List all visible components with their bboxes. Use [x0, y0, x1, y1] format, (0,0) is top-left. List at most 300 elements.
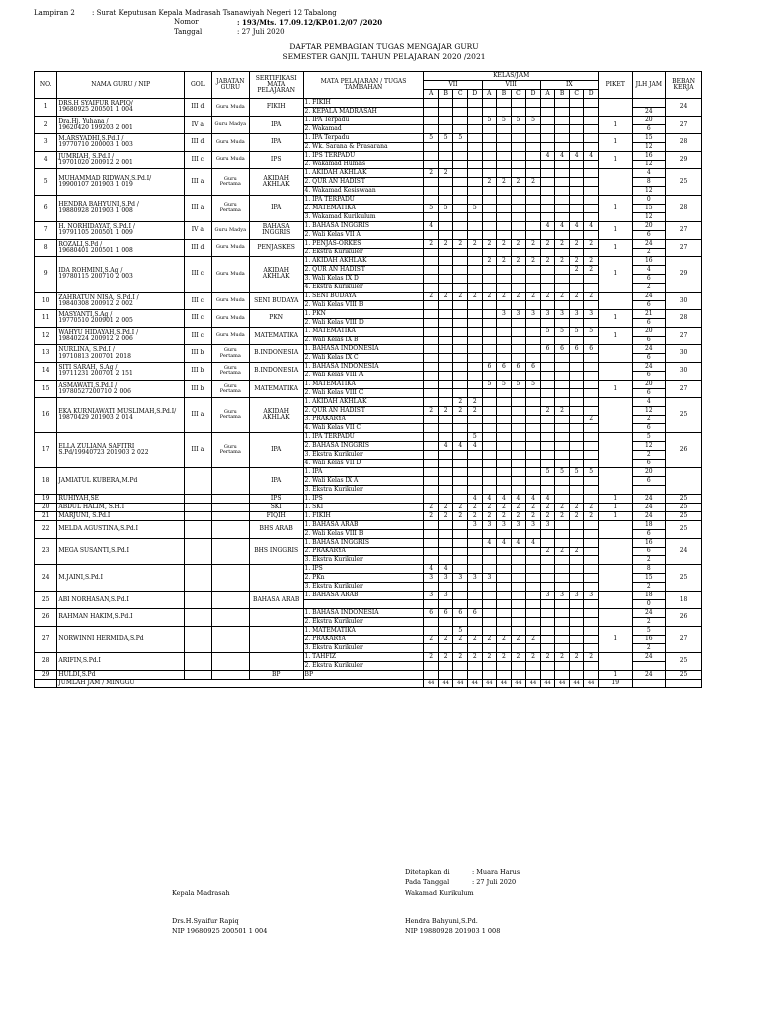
teacher-nip: 19780115 200710 2 003	[58, 273, 133, 281]
class-hours-cell: 4	[540, 151, 555, 160]
class-hours-cell	[569, 662, 584, 671]
class-hours-cell: 2	[511, 503, 526, 512]
class-hours-cell	[468, 125, 483, 134]
teacher-beban-kerja: 29	[666, 151, 702, 169]
teacher-piket	[598, 521, 632, 539]
teacher-gol	[184, 468, 211, 494]
class-hours-cell	[497, 327, 512, 336]
class-hours-cell	[438, 178, 453, 187]
class-hours-cell: 3	[569, 310, 584, 319]
class-hours-cell: 3	[526, 310, 541, 319]
class-hours-cell	[482, 565, 497, 574]
class-hours-cell	[453, 230, 468, 239]
class-hours-cell: 2	[526, 292, 541, 301]
class-hours-cell	[584, 248, 599, 257]
class-hours-cell: 3	[468, 521, 483, 530]
class-hours-cell	[453, 556, 468, 565]
class-hours-cell: 2	[497, 239, 512, 248]
class-hours-cell	[555, 618, 570, 627]
class-hours-cell	[438, 389, 453, 398]
class-hours-cell	[526, 582, 541, 591]
teacher-nip: 19770710 200003 1 003	[58, 141, 133, 149]
class-hours-cell	[584, 362, 599, 371]
class-hours-cell	[482, 310, 497, 319]
teacher-piket: 1	[598, 670, 632, 679]
class-hours-cell: 2	[540, 547, 555, 556]
class-hours-cell	[424, 618, 439, 627]
class-hours-cell	[424, 151, 439, 160]
class-hours-cell	[511, 398, 526, 407]
class-hours-cell	[526, 371, 541, 380]
class-hours-cell: 3	[555, 591, 570, 600]
class-hours-cell	[555, 283, 570, 292]
class-hours-cell: 2	[555, 512, 570, 521]
teacher-piket	[598, 433, 632, 468]
class-hours-cell	[584, 380, 599, 389]
class-hours-cell	[584, 134, 599, 143]
class-hours-cell	[584, 442, 599, 451]
teacher-name-cell	[57, 257, 185, 292]
class-hours-cell	[497, 398, 512, 407]
class-hours-cell	[555, 538, 570, 547]
class-hours-cell	[468, 626, 483, 635]
class-hours-cell	[555, 248, 570, 257]
teacher-piket: 1	[598, 134, 632, 152]
class-hours-cell	[468, 160, 483, 169]
class-hours-cell	[468, 362, 483, 371]
class-hours-cell	[584, 424, 599, 433]
row-jlh-jam: 4	[632, 398, 666, 407]
class-hours-cell	[438, 670, 453, 679]
ditetapkan-value: : Muara Harus	[472, 868, 521, 876]
class-hours-cell	[540, 99, 555, 108]
class-hours-cell: 4	[540, 222, 555, 231]
teaching-assignment-table	[34, 71, 702, 688]
class-hours-cell	[569, 398, 584, 407]
teacher-no: 8	[35, 239, 57, 257]
class-hours-cell: 5	[453, 626, 468, 635]
class-hours-cell	[569, 99, 584, 108]
row-jlh-jam: 0	[632, 195, 666, 204]
class-hours-cell: 4	[482, 538, 497, 547]
kepala-madrasah-nip: NIP 19680925 200501 1 004	[172, 927, 268, 935]
class-hours-cell: 2	[569, 653, 584, 662]
teacher-no: 5	[35, 169, 57, 195]
class-hours-cell	[526, 547, 541, 556]
class-hours-cell	[526, 530, 541, 539]
class-hours-cell	[584, 213, 599, 222]
class-hours-cell	[424, 195, 439, 204]
class-hours-cell	[424, 547, 439, 556]
class-hours-cell: 2	[584, 653, 599, 662]
teacher-jabatan: Guru Madya	[211, 116, 249, 134]
class-hours-cell	[497, 600, 512, 609]
class-hours-cell: 2	[555, 257, 570, 266]
class-hours-cell	[569, 186, 584, 195]
class-hours-cell	[453, 618, 468, 627]
class-hours-cell	[482, 371, 497, 380]
class-hours-cell: 3	[424, 574, 439, 583]
class-hours-cell	[555, 99, 570, 108]
class-hours-cell: 6	[424, 609, 439, 618]
teacher-name: IDA ROHMINI,S.Ag /	[58, 267, 123, 275]
class-hours-cell	[468, 662, 483, 671]
class-hours-cell: 5	[482, 116, 497, 125]
teacher-name: ROZALI,S.Pd /	[58, 240, 103, 248]
subject-task: 1. IPS	[303, 565, 424, 574]
class-hours-cell	[482, 609, 497, 618]
class-hours-cell	[540, 618, 555, 627]
row-jlh-jam: 20	[632, 222, 666, 231]
class-hours-cell	[555, 336, 570, 345]
class-hours-cell	[482, 283, 497, 292]
class-hours-cell	[555, 169, 570, 178]
class-hours-cell	[438, 222, 453, 231]
class-hours-cell: 4	[424, 222, 439, 231]
teacher-sertifikasi: FIKIH	[249, 99, 303, 117]
subject-task: 1. IPA Terpadu	[303, 134, 424, 143]
class-hours-cell: 2	[438, 653, 453, 662]
teacher-beban-kerja: 26	[666, 609, 702, 627]
subject-task: 2. Wali Kelas VIII A	[303, 371, 424, 380]
teacher-name: MARJUNI, S.Pd.I	[58, 512, 111, 520]
class-hours-cell	[540, 486, 555, 495]
teacher-nip: 19620420 199203 2 001	[58, 123, 133, 131]
class-hours-cell	[555, 178, 570, 187]
subject-task: 1. AKIDAH AKHLAK	[303, 169, 424, 178]
class-hours-cell: 4	[555, 222, 570, 231]
teacher-jabatan	[211, 670, 249, 679]
class-hours-cell: 2	[424, 503, 439, 512]
teacher-gol: III a	[184, 398, 211, 433]
class-hours-cell	[526, 644, 541, 653]
class-hours-cell: 5	[555, 468, 570, 477]
subject-task: 3. Ekstra Kurikuler	[303, 486, 424, 495]
total-piket: 19	[598, 679, 632, 688]
class-hours-cell: 6	[555, 345, 570, 354]
class-hours-cell	[540, 477, 555, 486]
total-class-hours: 44	[584, 679, 599, 688]
teacher-beban-kerja: 25	[666, 169, 702, 195]
class-hours-cell	[569, 556, 584, 565]
table-row	[35, 538, 702, 547]
class-hours-cell	[497, 142, 512, 151]
class-hours-cell	[540, 283, 555, 292]
col-header-jabatan: JABATAN GURU	[211, 72, 249, 99]
subject-task: 2. Wakamad Humas	[303, 160, 424, 169]
class-hours-cell: 2	[424, 653, 439, 662]
teacher-jabatan: Guru Muda	[211, 310, 249, 328]
row-jlh-jam: 16	[632, 151, 666, 160]
teacher-no: 3	[35, 134, 57, 152]
class-hours-cell: 2	[453, 239, 468, 248]
class-hours-cell	[540, 574, 555, 583]
teacher-name-cell	[57, 134, 185, 152]
class-hours-cell	[526, 398, 541, 407]
class-hours-cell	[468, 565, 483, 574]
class-hours-cell: 4	[438, 565, 453, 574]
class-hours-cell	[584, 662, 599, 671]
class-hours-cell	[540, 582, 555, 591]
class-hours-cell	[526, 618, 541, 627]
class-hours-cell: 4	[468, 442, 483, 451]
row-jlh-jam: 0	[632, 600, 666, 609]
teacher-gol: III c	[184, 327, 211, 345]
row-jlh-jam: 5	[632, 433, 666, 442]
class-hours-cell	[526, 142, 541, 151]
class-hours-cell	[468, 345, 483, 354]
class-hours-cell: 2	[453, 406, 468, 415]
class-hours-cell	[569, 380, 584, 389]
subject-task: 2. Wali Kelas VII A	[303, 230, 424, 239]
class-hours-cell	[555, 266, 570, 275]
class-hours-cell	[540, 186, 555, 195]
class-hours-cell	[569, 574, 584, 583]
teacher-jabatan: Guru Muda	[211, 99, 249, 117]
class-hours-cell: 4	[497, 494, 512, 503]
class-hours-cell	[584, 283, 599, 292]
class-hours-cell	[540, 670, 555, 679]
class-hours-cell	[468, 644, 483, 653]
class-hours-cell	[584, 204, 599, 213]
teacher-no: 26	[35, 609, 57, 627]
class-hours-cell	[438, 538, 453, 547]
class-hours-cell: 2	[438, 239, 453, 248]
class-hours-cell	[569, 433, 584, 442]
class-hours-cell	[424, 582, 439, 591]
class-hours-cell	[482, 626, 497, 635]
class-hours-cell: 6	[569, 345, 584, 354]
class-hours-cell	[424, 213, 439, 222]
class-hours-cell	[497, 644, 512, 653]
class-hours-cell	[453, 204, 468, 213]
class-hours-cell: 4	[569, 151, 584, 160]
teacher-jabatan: Guru Pertama	[211, 345, 249, 363]
teacher-nip: 19791105 200501 1 009	[58, 229, 133, 237]
teacher-nip: 19680401 200501 1 008	[58, 247, 133, 255]
total-row	[35, 679, 702, 688]
class-hours-cell: 2	[453, 635, 468, 644]
class-hours-cell	[555, 565, 570, 574]
class-hours-cell: 2	[584, 257, 599, 266]
class-hours-cell	[511, 547, 526, 556]
class-hours-cell	[584, 530, 599, 539]
class-hours-cell	[555, 134, 570, 143]
class-hours-cell	[555, 477, 570, 486]
class-hours-cell	[526, 477, 541, 486]
nomor-label: Nomor	[174, 18, 199, 26]
class-hours-cell	[526, 151, 541, 160]
col-header-class-5: B	[497, 90, 512, 99]
class-hours-cell: 2	[438, 503, 453, 512]
class-hours-cell	[438, 530, 453, 539]
class-hours-cell	[569, 635, 584, 644]
class-hours-cell	[424, 257, 439, 266]
class-hours-cell	[468, 591, 483, 600]
class-hours-cell	[540, 125, 555, 134]
class-hours-cell	[584, 169, 599, 178]
class-hours-cell	[438, 371, 453, 380]
class-hours-cell	[540, 626, 555, 635]
class-hours-cell	[438, 248, 453, 257]
class-hours-cell	[511, 644, 526, 653]
class-hours-cell	[424, 521, 439, 530]
teacher-nip: 19711231 200701 2 151	[58, 370, 133, 378]
class-hours-cell	[438, 274, 453, 283]
class-hours-cell: 2	[424, 512, 439, 521]
col-header-piket: PIKET	[598, 72, 632, 99]
subject-task: 1. BAHASA ARAB	[303, 521, 424, 530]
class-hours-cell	[438, 116, 453, 125]
class-hours-cell: 2	[438, 635, 453, 644]
class-hours-cell: 4	[453, 442, 468, 451]
class-hours-cell	[497, 204, 512, 213]
class-hours-cell	[511, 345, 526, 354]
class-hours-cell	[424, 274, 439, 283]
class-hours-cell	[511, 626, 526, 635]
class-hours-cell	[453, 222, 468, 231]
class-hours-cell	[511, 160, 526, 169]
class-hours-cell	[584, 389, 599, 398]
class-hours-cell	[497, 371, 512, 380]
class-hours-cell: 2	[584, 415, 599, 424]
class-hours-cell: 2	[584, 292, 599, 301]
class-hours-cell	[468, 530, 483, 539]
teacher-gol	[184, 609, 211, 627]
class-hours-cell	[424, 116, 439, 125]
teacher-name-cell	[57, 292, 185, 310]
teacher-sertifikasi	[249, 565, 303, 591]
col-header-class-2: C	[453, 90, 468, 99]
document-title: DAFTAR PEMBAGIAN TUGAS MENGAJAR GURU	[289, 42, 479, 51]
teacher-gol: III a	[184, 433, 211, 468]
class-hours-cell	[424, 530, 439, 539]
class-hours-cell	[453, 283, 468, 292]
class-hours-cell: 2	[511, 512, 526, 521]
teacher-piket: 1	[598, 503, 632, 512]
subject-task: 3. Wakamad Kurikulum	[303, 213, 424, 222]
col-header-jlh-jam: JLH JAM	[632, 72, 666, 99]
class-hours-cell	[424, 310, 439, 319]
class-hours-cell	[497, 459, 512, 468]
teacher-gol: III d	[184, 134, 211, 152]
class-hours-cell	[526, 195, 541, 204]
class-hours-cell	[468, 327, 483, 336]
teacher-beban-kerja: 30	[666, 292, 702, 310]
row-jlh-jam: 6	[632, 459, 666, 468]
class-hours-cell: 5	[526, 380, 541, 389]
teacher-beban-kerja: 26	[666, 433, 702, 468]
row-jlh-jam: 6	[632, 424, 666, 433]
class-hours-cell	[526, 274, 541, 283]
teacher-jabatan	[211, 512, 249, 521]
class-hours-cell	[540, 204, 555, 213]
teacher-piket	[598, 362, 632, 380]
class-hours-cell: 5	[438, 204, 453, 213]
teacher-jabatan: Guru Muda	[211, 151, 249, 169]
class-hours-cell: 2	[511, 257, 526, 266]
class-hours-cell: 2	[482, 239, 497, 248]
class-hours-cell	[555, 670, 570, 679]
class-hours-cell	[526, 406, 541, 415]
class-hours-cell: 4	[497, 538, 512, 547]
class-hours-cell	[482, 670, 497, 679]
teacher-name: M.JAINI,S.Pd.I	[58, 573, 104, 581]
class-hours-cell	[511, 266, 526, 275]
teacher-beban-kerja: 27	[666, 239, 702, 257]
class-hours-cell	[555, 195, 570, 204]
class-hours-cell	[482, 556, 497, 565]
class-hours-cell	[453, 468, 468, 477]
class-hours-cell	[453, 107, 468, 116]
total-label: JUMLAH JAM / MINGGU	[57, 679, 424, 688]
class-hours-cell	[540, 635, 555, 644]
class-hours-cell	[511, 213, 526, 222]
class-hours-cell	[584, 99, 599, 108]
teacher-name: RAHMAN HAKIM,S.Pd.I	[58, 613, 133, 621]
teacher-gol: III a	[184, 195, 211, 221]
class-hours-cell	[497, 186, 512, 195]
col-header-class-4: A	[482, 90, 497, 99]
class-hours-cell: 6	[511, 362, 526, 371]
class-hours-cell	[555, 459, 570, 468]
class-hours-cell	[424, 336, 439, 345]
teacher-piket: 1	[598, 151, 632, 169]
class-hours-cell: 5	[526, 116, 541, 125]
class-hours-cell	[468, 354, 483, 363]
teacher-piket	[598, 565, 632, 591]
teacher-no: 25	[35, 591, 57, 609]
class-hours-cell	[468, 318, 483, 327]
col-header-beban: BEBAN KERJA	[666, 72, 702, 99]
class-hours-cell	[453, 371, 468, 380]
class-hours-cell	[482, 204, 497, 213]
teacher-beban-kerja: 27	[666, 626, 702, 652]
class-hours-cell: 4	[584, 151, 599, 160]
teacher-name-cell	[57, 565, 185, 591]
class-hours-cell	[526, 486, 541, 495]
teacher-name: Dra.Hj. Yuhana /	[58, 117, 109, 125]
class-hours-cell	[555, 160, 570, 169]
class-hours-cell	[438, 310, 453, 319]
class-hours-cell	[569, 142, 584, 151]
row-jlh-jam: 2	[632, 450, 666, 459]
row-jlh-jam	[632, 662, 666, 671]
class-hours-cell	[526, 99, 541, 108]
col-header-class-1: B	[438, 90, 453, 99]
teacher-jabatan	[211, 591, 249, 609]
class-hours-cell	[584, 494, 599, 503]
class-hours-cell	[540, 248, 555, 257]
class-hours-cell: 2	[482, 512, 497, 521]
class-hours-cell	[511, 582, 526, 591]
class-hours-cell	[511, 318, 526, 327]
table-row	[35, 494, 702, 503]
class-hours-cell	[438, 195, 453, 204]
class-hours-cell	[584, 406, 599, 415]
class-hours-cell	[540, 538, 555, 547]
class-hours-cell	[453, 160, 468, 169]
class-hours-cell	[453, 450, 468, 459]
class-hours-cell: 2	[424, 292, 439, 301]
table-row	[35, 398, 702, 407]
col-header-nama: NAMA GURU / NIP	[57, 72, 185, 99]
class-hours-cell	[569, 609, 584, 618]
class-hours-cell	[468, 283, 483, 292]
teacher-name: ZAHRATUN NISA, S.Pd.I /	[58, 293, 139, 301]
class-hours-cell	[497, 670, 512, 679]
class-hours-cell	[438, 125, 453, 134]
